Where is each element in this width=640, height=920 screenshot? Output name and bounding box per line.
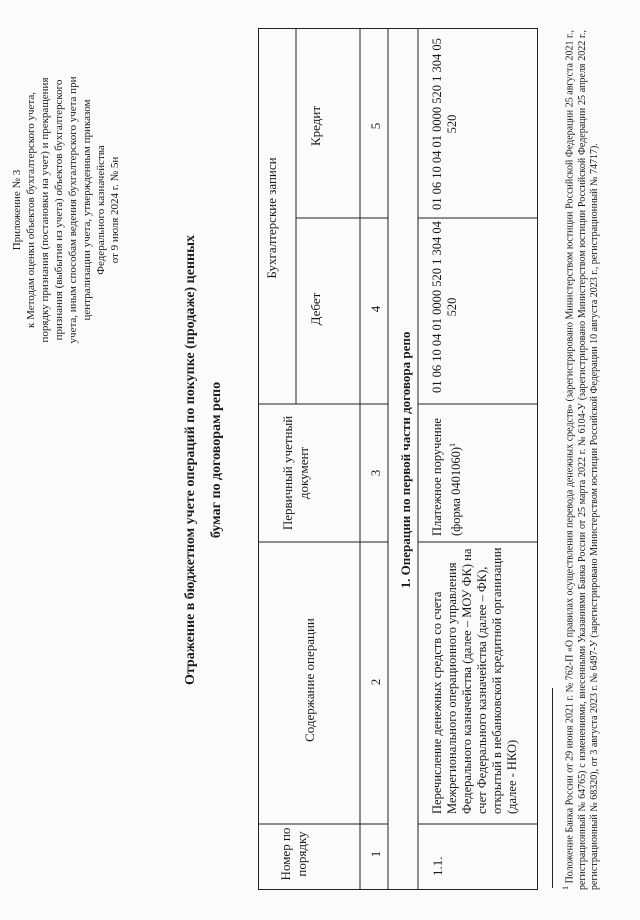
appendix-line: от 9 июля 2024 г. № 5н <box>109 156 121 264</box>
appendix-line: порядку признания (постановки на учет) и прекращения <box>39 77 51 343</box>
column-number: 5 <box>368 122 383 130</box>
header-content: Содержание операции <box>302 618 317 742</box>
header-primary-document: Первичный учетный документ <box>280 415 311 531</box>
footnote-mark: 1 <box>561 886 570 890</box>
header-accounting-entries: Бухгалтерские записи <box>264 157 279 279</box>
title-line-1: Отражение в бюджетном учете операций по покупке (продаже) ценных <box>183 234 198 686</box>
row-document-text: Платежное поручение (форма 0401060) <box>430 418 464 536</box>
header-credit: Кредит <box>308 105 323 147</box>
footnote-text: Положение Банка России от 29 июня 2021 г. № 762-П «О правилах осуществления перевода денежных средств» (зарегистрировано Министерством юстиции Российской Федерации 25 августа 2021 г., регистрационный № 64765) с изменениями, внесенными Указаниями Банка России от 25 марта 2022 г. № 6104-У (зарегистрировано Министерством юстиции Российской Федерации 25 апреля 2022 г., регистрационный № 68320), от 3 августа 2023 г. № 6497-У (зарегистрировано Министерством юстиции Российской Федерации 10 августа 2023 г., регистрационный № 74717). <box>564 29 601 890</box>
column-number: 1 <box>368 850 383 858</box>
section-title: 1. Операции по первой части договора репо <box>398 331 413 589</box>
row-document <box>430 406 464 536</box>
row-credit: 01 06 10 04 01 0000 520 1 304 05 520 <box>430 38 459 210</box>
appendix-header <box>10 20 122 400</box>
appendix-line: к Методам оценки объектов бухгалтерского учета, <box>25 92 37 328</box>
appendix-line: Приложение № 3 <box>11 169 23 251</box>
row-debit: 01 06 10 04 01 0000 520 1 304 04 520 <box>430 221 459 393</box>
header-debit: Дебет <box>308 292 323 326</box>
accounting-table <box>258 28 538 890</box>
row-content: Перечисление денежных средств со счета Межрегионального операционного управления Федерального казначейства (далее – МОУ ФК) на счет Федерального казначейства (далее – ФК), открытый в небанковской кредитной организации (далее - НКО) <box>430 547 519 814</box>
appendix-line: учета, иным способам ведения бухгалтерского учета при <box>67 76 79 344</box>
row-number: 1.1. <box>430 856 445 876</box>
column-number: 4 <box>368 305 383 313</box>
column-number: 3 <box>368 469 383 477</box>
footnote <box>560 30 602 890</box>
appendix-line: признания (выбытия из учета) объектов бухгалтерского <box>53 79 65 341</box>
document-title <box>178 140 230 780</box>
appendix-line: централизации учета, утвержденным приказом <box>81 99 93 321</box>
header-row-number: Номер по порядку <box>278 827 309 881</box>
column-number: 2 <box>368 678 383 686</box>
footnote-divider <box>552 688 553 888</box>
title-line-2: бумаг по договорам репо <box>209 381 224 539</box>
footnote-reference: 1 <box>448 443 457 448</box>
appendix-line: Федерального казначейства <box>95 145 107 275</box>
